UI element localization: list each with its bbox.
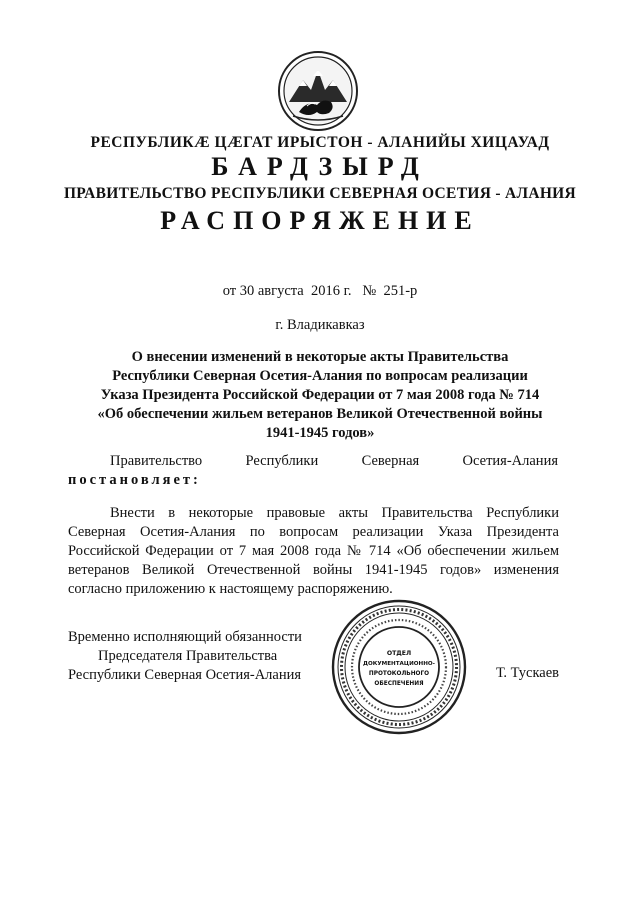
ossetian-doc-type: БАРДЗЫРД (211, 152, 429, 181)
russian-doc-type: РАСПОРЯЖЕНИЕ (160, 206, 480, 235)
document-date-number: от 30 августа 2016 г. № 251-р (222, 283, 418, 299)
ossetian-republic-header: РЕСПУБЛИКÆ ЦÆГАТ ИРЫСТОН - АЛАНИЙЫ ХИЦАУАД (90, 134, 550, 151)
seal-center-line: ОТДЕЛ (386, 650, 412, 657)
preamble-word: Северная (361, 453, 420, 469)
official-seal-stamp (330, 598, 468, 736)
seal-center-line: ОБЕСПЕЧЕНИЯ (374, 681, 424, 687)
preamble-word: Республики (245, 453, 319, 469)
document-city: г. Владикавказ (275, 317, 365, 333)
signature-position-line: Временно исполняющий обязанности (68, 629, 302, 645)
signer-name: Т. Тускаев (495, 665, 559, 681)
title-line: О внесении изменений в некоторые акты Правительства (131, 349, 509, 365)
seal-center-line: ДОКУМЕНТАЦИОННО- (363, 661, 435, 667)
signature-position-line: Республики Северная Осетия-Алания (68, 667, 302, 683)
title-line: Республики Северная Осетия-Алания по вопросам реализации (112, 368, 528, 384)
signature-position-line: Председателя Правительства (98, 648, 278, 664)
title-line: 1941-1945 годов» (265, 425, 375, 441)
decree-word: постановляет: (68, 472, 201, 488)
seal-center-line: ПРОТОКОЛЬНОГО (368, 671, 430, 677)
coat-of-arms-emblem (277, 50, 359, 132)
document-title (0, 348, 640, 443)
title-line: Указа Президента Российской Федерации от 7 мая 2008 года № 714 (100, 387, 540, 403)
preamble-word: Осетия-Алания (462, 453, 558, 469)
title-line: «Об обеспечении жильем ветеранов Великой Отечественной войны (97, 406, 543, 422)
body-paragraph: Внести в некоторые правовые акты Правительства Республики Северная Осетия-Алания по вопросам реализации Указа Президента Российской Федерации от 7 мая 2008 года № 714 «Об обеспечении жильем ветеранов Великой Отечественной войны 1941-1945 годов» изменения согласно приложению к настоящему распоряжению. (68, 505, 559, 597)
signature-block (68, 628, 302, 685)
preamble-line (110, 453, 558, 470)
russian-government-header: ПРАВИТЕЛЬСТВО РЕСПУБЛИКИ СЕВЕРНАЯ ОСЕТИЯ - АЛАНИЯ (63, 185, 577, 202)
preamble-word: Правительство (110, 453, 203, 469)
